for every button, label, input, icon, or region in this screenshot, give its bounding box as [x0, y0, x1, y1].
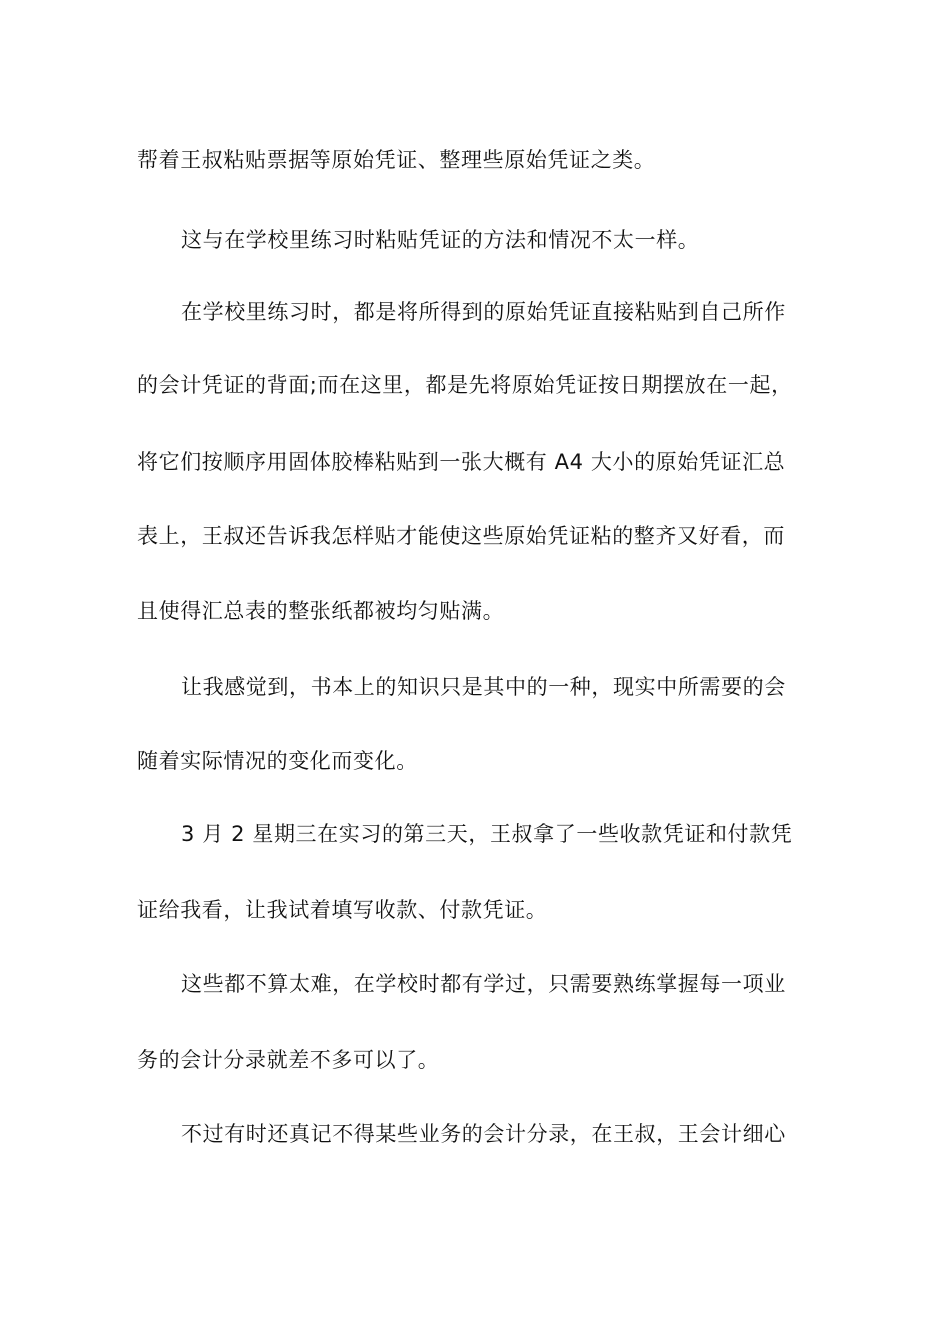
paragraph-first-line: 这与在学校里练习时粘贴凭证的方法和情况不太一样。 — [181, 228, 700, 252]
text-line: 证给我看，让我试着填写收款、付款凭证。 — [137, 898, 548, 922]
text-line: 的会计凭证的背面;而在这里，都是先将原始凭证按日期摆放在一起， — [137, 373, 793, 397]
paragraph-first-line: 让我感觉到，书本上的知识只是其中的一种，现实中所需要的会 — [181, 675, 786, 699]
text-line: 且使得汇总表的整张纸都被均匀贴满。 — [137, 599, 505, 623]
text-line: 务的会计分录就差不多可以了。 — [137, 1048, 440, 1072]
paragraph-first-line: 在学校里练习时，都是将所得到的原始凭证直接粘贴到自己所作 — [181, 300, 786, 324]
text-line: 随着实际情况的变化而变化。 — [137, 749, 418, 773]
paragraph-first-line: 3 月 2 星期三在实习的第三天，王叔拿了一些收款凭证和付款凭 — [181, 822, 793, 846]
text-line: 表上，王叔还告诉我怎样贴才能使这些原始凭证粘的整齐又好看，而 — [137, 524, 785, 548]
paragraph-first-line: 不过有时还真记不得某些业务的会计分录，在王叔，王会计细心 — [181, 1122, 786, 1146]
text-line: 帮着王叔粘贴票据等原始凭证、整理些原始凭证之类。 — [137, 148, 656, 172]
paragraph-first-line: 这些都不算太难，在学校时都有学过，只需要熟练掌握每一项业 — [181, 972, 786, 996]
text-line: 将它们按顺序用固体胶棒粘贴到一张大概有 A4 大小的原始凭证汇总 — [137, 450, 786, 474]
